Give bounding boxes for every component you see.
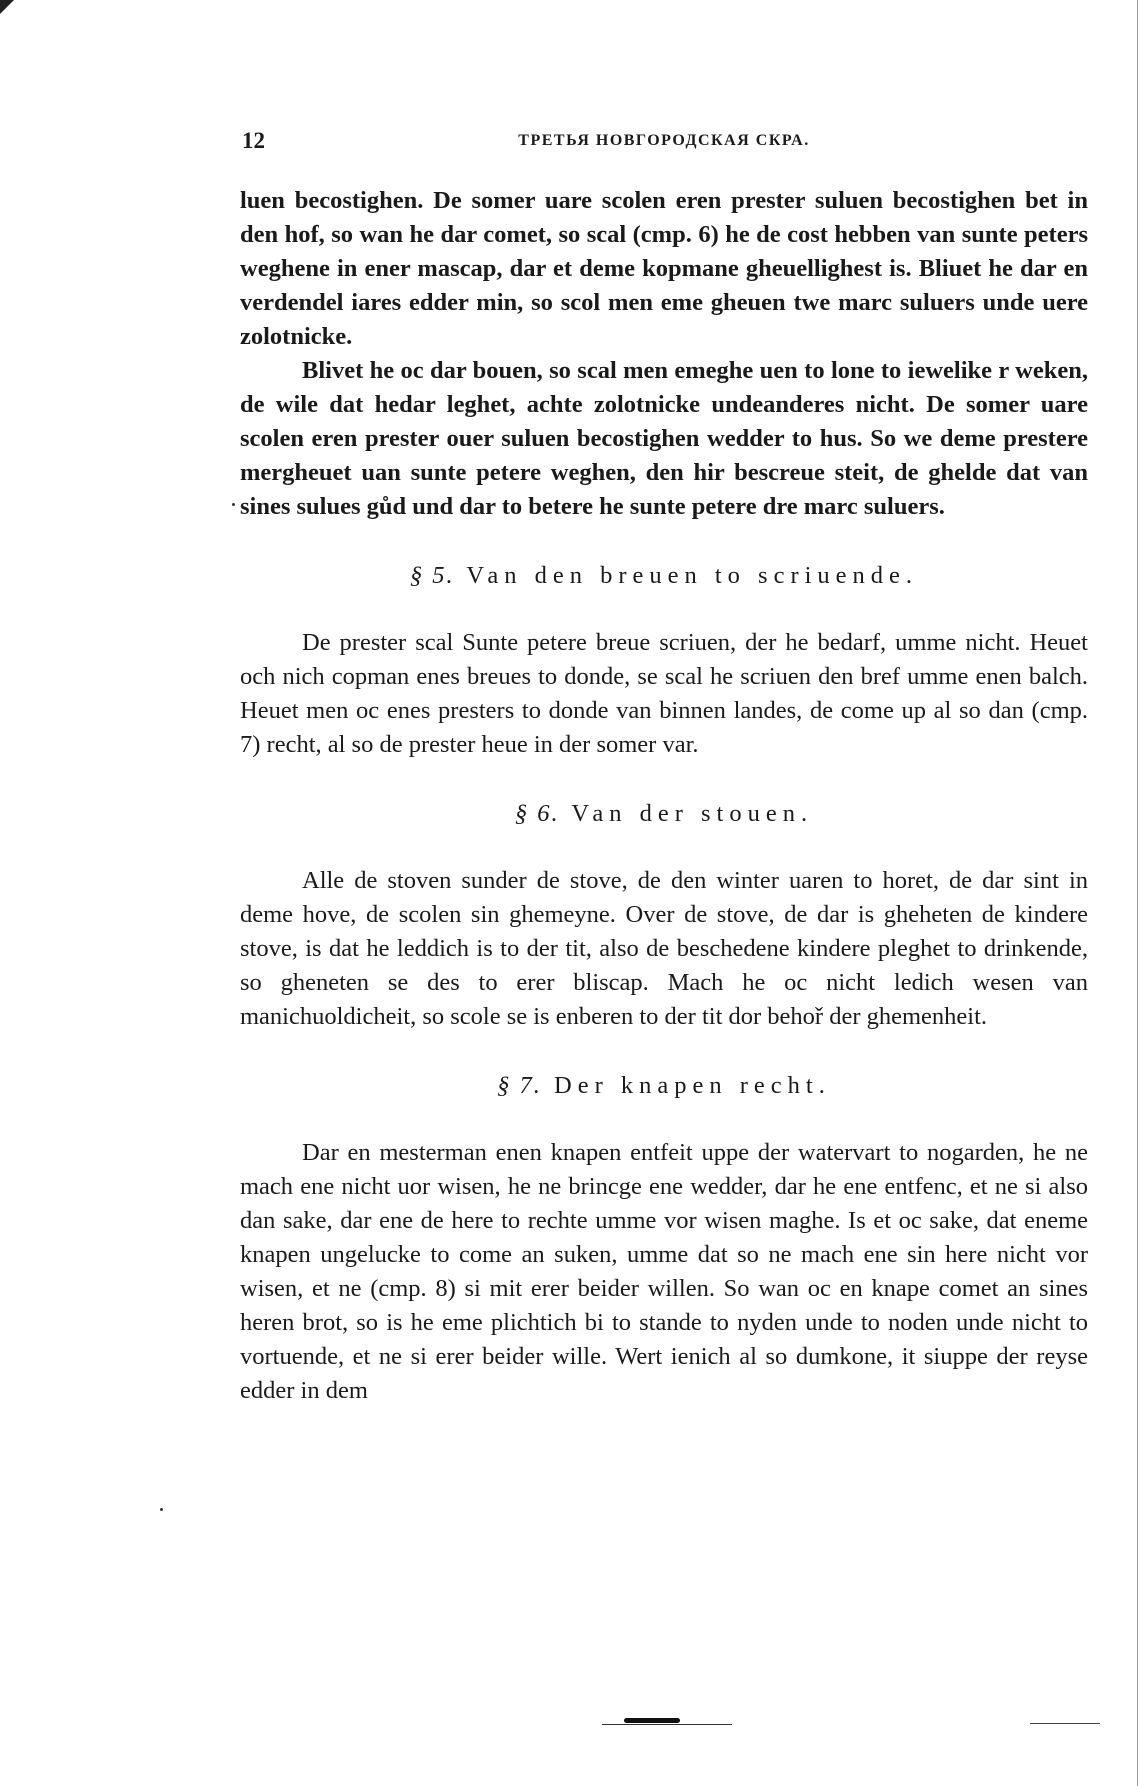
section-sign-7: § 7.	[497, 1072, 542, 1099]
page-header	[240, 128, 1088, 158]
bottom-right-dash	[1030, 1723, 1100, 1724]
ornament-bar	[624, 1718, 680, 1723]
bottom-ornament	[602, 1718, 732, 1726]
paragraph-1: luen becostighen. De somer uare scolen eren prester suluen becostighen bet in den hof, so wan he dar comet, so scal (cmp. 6) he de cost hebben van sunte peters weghene in ener mascap, dar et deme kopmane gheuellighest is. Bliuet he dar en verdendel iares edder min, so scol men eme gheuen twe marc suluers unde uere zolotnicke.	[240, 187, 1088, 350]
section-title-6: Van der stouen.	[571, 800, 814, 827]
section-heading-5	[240, 562, 1088, 590]
section-title-7: Der knapen recht.	[554, 1072, 831, 1099]
section-sign-5: § 5.	[409, 562, 455, 589]
ornament-rule	[602, 1724, 732, 1725]
section-sign-6: § 6.	[514, 800, 560, 827]
section-text-6: Alle de stoven sunder de stove, de den winter uaren to horet, de dar sint in deme hove, de scolen sin ghemeyne. Over de stove, de dar is gheheten de kindere stove, is dat he leddich is to der tit, also de beschedene kindere pleghet to drinkende, so gheneten se des to erer bliscap. Mach he oc nicht ledich wesen van manichuoldicheit, so scole se is enberen to der tit dor behoř der ghemenheit.	[240, 867, 1088, 1030]
section-title-5: Van den breuen to scriuende.	[466, 562, 919, 589]
section-heading-7	[240, 1072, 1088, 1100]
page-number: 12	[242, 128, 265, 153]
section-heading-6	[240, 800, 1088, 828]
margin-speck	[160, 1508, 163, 1511]
paragraph-2: Blivet he oc dar bouen, so scal men emeghe uen to lone to iewelike r weken, de wile dat hedar leghet, achte zolotnicke undeanderes nicht. De somer uare scolen eren prester ouer suluen becostighen wedder to hus. So we deme prestere mergheuet uan sunte petere weghen, den hir bescreue steit, de ghelde dat van sines sulues gůd und dar to betere he sunte petere dre marc suluers.	[240, 357, 1088, 520]
section-text-5: De prester scal Sunte petere breue scriuen, der he bedarf, umme nicht. Heuet och nich copman enes breues to donde, se scal he scriuen den bref umme enen balch. Heuet men oc enes presters to donde van binnen landes, de come up al so dan (cmp. 7) recht, al so de prester heue in der somer var.	[240, 629, 1088, 758]
scan-corner-mark	[0, 0, 14, 14]
scan-edge-rule	[1137, 0, 1138, 1786]
section-text-7: Dar en mesterman enen knapen entfeit uppe der watervart to nogarden, he ne mach ene nicht uor wisen, he ne brincge ene wedder, dar he ene entfenc, et ne si also dan sake, dar ene de here to rechte umme vor wisen maghe. Is et oc sake, dat eneme knapen ungelucke to come an suken, umme dat so ne mach ene sin here nicht vor wisen, et ne (cmp. 8) si mit erer beider willen. So wan oc en knape comet an sines heren brot, so is he eme plichtich bi to stande to nyden unde to noden unde nicht to vortuende, et ne si erer beider wille. Wert ienich al so dumkone, it siuppe der reyse edder in dem	[240, 1139, 1088, 1404]
book-page	[240, 128, 1088, 1408]
margin-speck	[232, 503, 235, 506]
running-head: ТРЕТЬЯ НОВГОРОДСКАЯ СКРА.	[518, 132, 810, 149]
